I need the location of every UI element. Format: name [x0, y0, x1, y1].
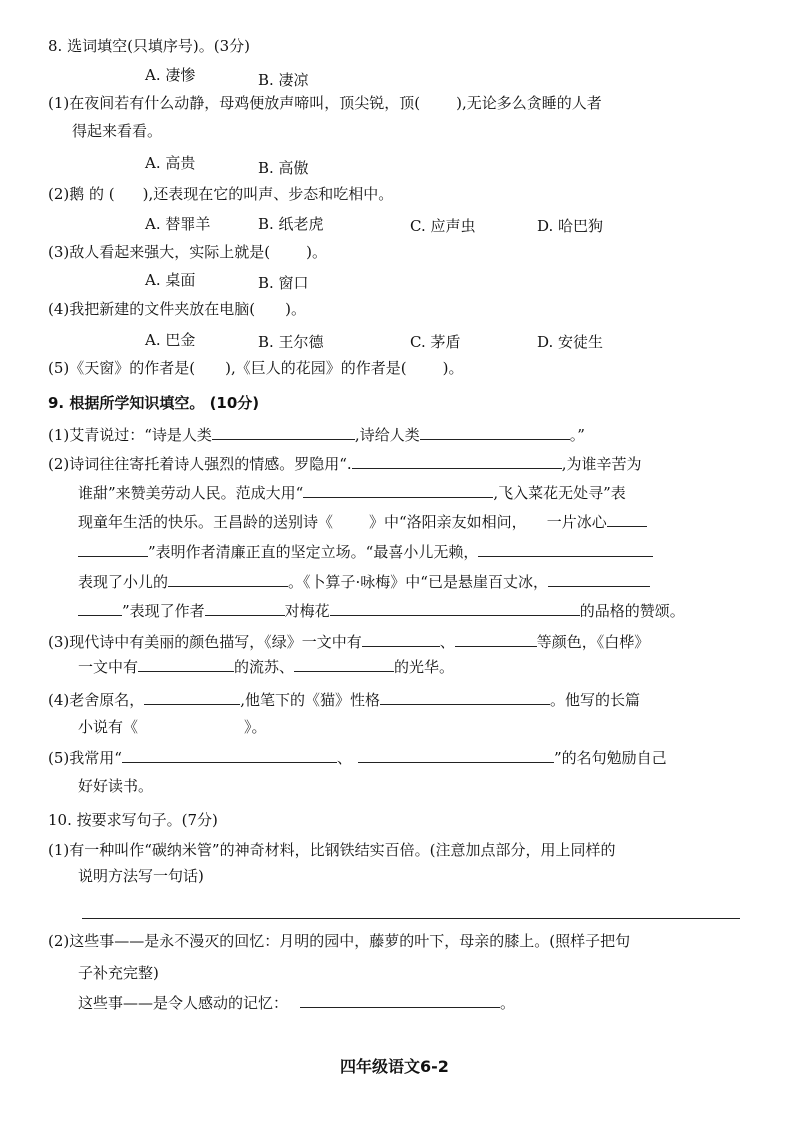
q9-s1-line: [48, 424, 585, 445]
q9-s3-l1-text-a: (3)现代诗中有美丽的颜色描写，《绿》一文中有: [48, 633, 362, 651]
q9-s5-line2: 好好读书。: [78, 777, 154, 795]
q9-title: 9. 根据所学知识填空。 (10分): [48, 394, 260, 412]
q8-s2-text-b: ),还表现在它的叫声、步态和吃相中。: [142, 185, 394, 203]
q9-s2-line4: [78, 541, 653, 562]
q10-s2-line3: [78, 992, 515, 1013]
q10-title: 10. 按要求写句子。(7分): [48, 811, 218, 829]
q10-s1-line1: (1)有一种叫作“碳纳米管”的神奇材料，比钢铁结实百倍。(注意加点部分，用上同样的: [48, 841, 616, 859]
q8-s3-line: [48, 242, 327, 262]
q8-s1-option-b: B. 凄凉: [258, 71, 309, 89]
q8-s4-option-a: A. 桌面: [145, 271, 196, 289]
q9-s3-l2-text-c: 的光华。: [394, 658, 455, 676]
q8-s4-option-b: B. 窗口: [258, 274, 309, 292]
q9-s2-l3-text-b: 》中“洛阳亲友如相问，: [369, 513, 527, 531]
q8-s1-line1: [48, 93, 602, 113]
q9-s3-blank-2[interactable]: [455, 631, 537, 647]
q8-s5-text-c: )。: [442, 359, 464, 377]
q9-s4-l1-text-b: ,他笔下的《猫》性格: [240, 691, 381, 709]
q9-s5-l1-text-c: ”的名句勉励自己: [553, 749, 667, 767]
q9-s2-l2-text-a: 谁甜”来赞美劳动人民。范成大用“: [78, 484, 304, 502]
q9-s1-blank-1[interactable]: [212, 424, 355, 440]
q9-s2-blank-5[interactable]: [478, 541, 653, 557]
q9-s4-l2-text-a: 小说有《: [78, 718, 139, 736]
q9-s1-text-a: (1)艾青说过：“诗是人类: [48, 426, 212, 444]
q9-s2-line1: [48, 453, 641, 474]
q9-s3-blank-1[interactable]: [362, 631, 440, 647]
q9-s2-l3-text-a: 现童年生活的快乐。王昌龄的送别诗《: [78, 513, 334, 531]
q8-s5-line: [48, 358, 463, 378]
q8-s3-option-c: C. 应声虫: [410, 217, 476, 235]
q8-s5-option-d: D. 安徒生: [537, 333, 604, 351]
page-footer: 四年级语文6-2: [340, 1057, 449, 1076]
q9-s5-l1-text-a: (5)我常用“: [48, 749, 122, 767]
q9-s2-l1-text-b: ,为谁辛苦为: [561, 455, 642, 473]
q8-s5-option-a: A. 巴金: [145, 331, 196, 349]
q10-s2-line2: 子补充完整): [78, 964, 159, 982]
q8-s2-line: [48, 184, 393, 204]
q9-s2-line2: [78, 482, 626, 503]
q9-s2-blank-1[interactable]: [352, 453, 562, 469]
q8-s5-option-b: B. 王尔德: [258, 333, 324, 351]
q9-s2-l5-text-a: 表现了小儿的: [78, 573, 169, 591]
q8-s1-option-a: A. 凄惨: [145, 66, 196, 84]
q8-s1-text-b: ),无论多么贪睡的人者: [456, 94, 602, 112]
q9-s2-l6-text-b: 对梅花: [284, 602, 330, 620]
q9-s2-l5-text-b: 。《卜算子·咏梅》中“已是悬崖百丈冰，: [288, 573, 548, 591]
q9-s3-l1-text-c: 等颜色，《白桦》: [536, 633, 650, 651]
q9-s2-blank-9[interactable]: [205, 600, 285, 616]
q9-s2-blank-2[interactable]: [303, 482, 493, 498]
q9-s2-line3: [78, 511, 647, 532]
q8-s5-option-c: C. 茅盾: [410, 333, 461, 351]
q9-s4-line2: [78, 717, 267, 737]
q10-s2-blank[interactable]: [300, 992, 500, 1008]
q9-s2-line5: [78, 571, 650, 592]
q9-s3-blank-4[interactable]: [294, 656, 394, 672]
q10-s2-l3-text-a: 这些事——是令人感动的记忆：: [78, 994, 289, 1012]
q9-s4-blank-2[interactable]: [380, 689, 550, 705]
q9-s2-l3-text-c: 一片冰心: [546, 513, 607, 531]
q9-s3-l2-text-b: 的流苏、: [234, 658, 295, 676]
q9-s2-blank-4[interactable]: [78, 541, 148, 557]
q8-s4-text-b: )。: [285, 300, 306, 318]
q8-s3-option-d: D. 哈巴狗: [537, 217, 604, 235]
q8-s2-option-a: A. 高贵: [145, 154, 196, 172]
q8-s3-text-b: )。: [306, 243, 327, 261]
q9-s5-line1: [48, 747, 667, 768]
q8-s1-line2: 得起来看看。: [72, 122, 163, 140]
q9-s2-line6: [78, 600, 685, 621]
q8-s1-text-a: (1)在夜间若有什么动静，母鸡便放声啼叫，顶尖锐，顶(: [48, 94, 421, 112]
q9-s4-l1-text-c: 。他写的长篇: [550, 691, 641, 709]
q9-s1-text-b: ,诗给人类: [354, 426, 420, 444]
q9-s2-blank-8[interactable]: [78, 600, 122, 616]
q8-s5-text-b: ),《巨人的花园》的作者是(: [225, 359, 407, 377]
q9-s2-blank-10[interactable]: [330, 600, 580, 616]
q9-s2-l6-text-a: ”表现了作者: [122, 602, 205, 620]
q9-s3-line1: [48, 631, 649, 652]
q9-s4-l2-text-b: 》。: [244, 718, 267, 736]
q8-s5-text-a: (5)《天窗》的作者是(: [48, 359, 196, 377]
q9-s4-line1: [48, 689, 640, 710]
q8-s3-option-a: A. 替罪羊: [145, 215, 211, 233]
q9-s3-l1-text-b: 、: [439, 633, 455, 651]
q9-s4-blank-1[interactable]: [144, 689, 240, 705]
q10-s2-line1: (2)这些事——是永不漫灭的回忆：月明的园中，藤萝的叶下，母亲的膝上。(照样子把句: [48, 932, 631, 950]
q8-s4-line: [48, 299, 306, 319]
q9-s5-l1-text-b: 、: [336, 749, 352, 767]
q8-s2-text-a: (2)鹅 的 (: [48, 185, 115, 203]
q9-s1-text-c: 。”: [569, 426, 585, 444]
q9-s2-l2-text-b: ,飞入菜花无处寻”表: [493, 484, 626, 502]
q8-s3-text-a: (3)敌人看起来强大，实际上就是(: [48, 243, 271, 261]
q10-s1-line2: 说明方法写一句话): [78, 867, 204, 885]
q9-s3-line2: [78, 656, 454, 677]
q9-s2-blank-7[interactable]: [548, 571, 650, 587]
q9-s1-blank-2[interactable]: [420, 424, 570, 440]
q9-s2-blank-6[interactable]: [168, 571, 288, 587]
q8-s3-option-b: B. 纸老虎: [258, 215, 324, 233]
q9-s2-l6-text-c: 的品格的赞颂。: [579, 602, 685, 620]
q9-s2-l1-text-a: (2)诗词往往寄托着诗人强烈的情感。罗隐用“.: [48, 455, 352, 473]
q8-title: 8. 选词填空(只填序号)。(3分): [48, 37, 251, 55]
q10-s1-answer-line[interactable]: [82, 918, 740, 919]
q9-s4-l1-text-a: (4)老舍原名，: [48, 691, 145, 709]
q10-s2-l3-text-b: 。: [500, 994, 516, 1012]
q9-s5-blank-2[interactable]: [358, 747, 554, 763]
q9-s5-blank-1[interactable]: [122, 747, 337, 763]
q9-s3-blank-3[interactable]: [138, 656, 234, 672]
q9-s3-l2-text-a: 一文中有: [78, 658, 139, 676]
q8-s4-text-a: (4)我把新建的文件夹放在电脑(: [48, 300, 256, 318]
q9-s2-blank-3[interactable]: [607, 511, 647, 527]
q9-s2-l4-text-a: ”表明作者清廉正直的坚定立场。“最喜小儿无赖，: [148, 543, 479, 561]
q8-s2-option-b: B. 高傲: [258, 159, 309, 177]
